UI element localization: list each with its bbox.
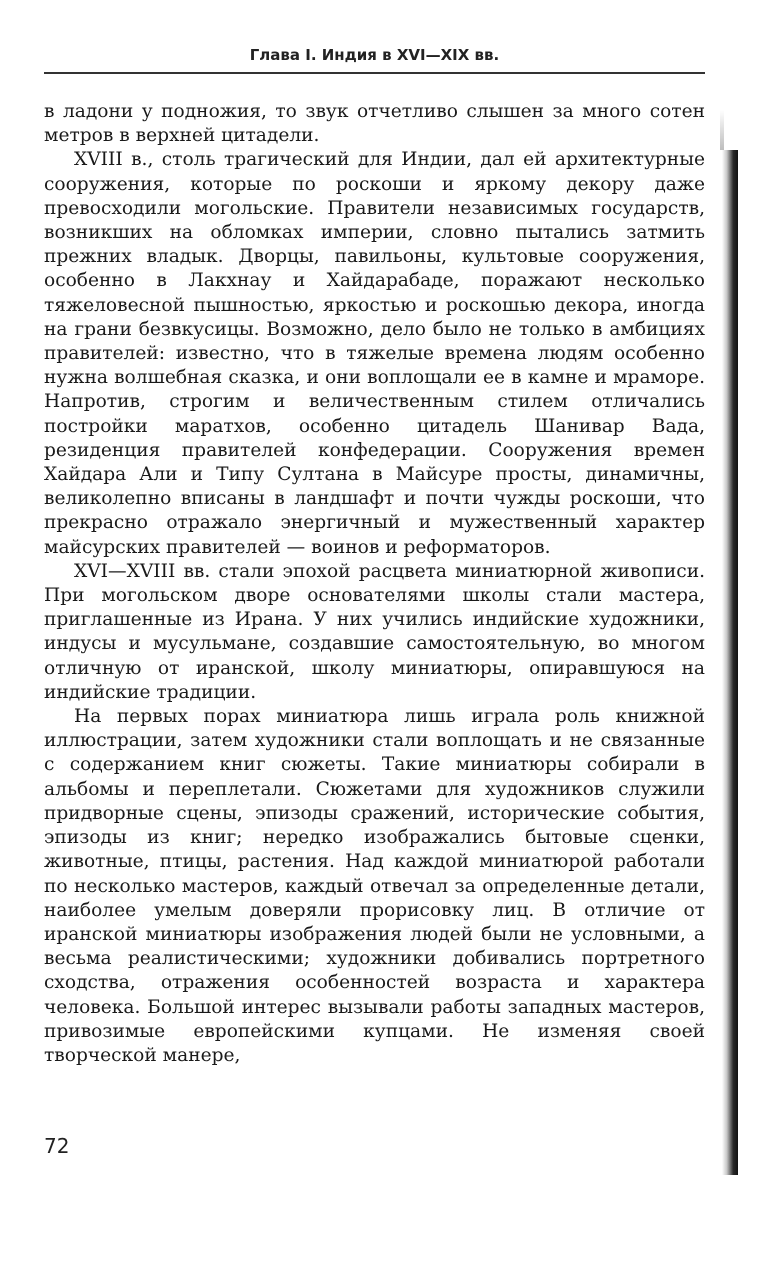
paragraph: XVI—XVIII вв. стали эпохой расцвета миниатюрной живописи. При могольском дворе основателями школы стали мастера, приглашенные из Ирана. У них учились индийские художники, индусы и мусульмане, создавшие самостоятельную, во многом отличную от иранской, школу миниатюры, опиравшуюся на индийские традиции. — [44, 560, 705, 703]
page-number: 72 — [44, 1134, 70, 1158]
page-edge-shadow-top — [720, 110, 724, 150]
paragraph: XVIII в., столь трагический для Индии, дал ей архитектурные сооружения, которые по роскоши и яркому декору даже превосходили могольские. Правители независимых государств, возникших на обломках империи, словно пытались затмить прежних владык. Дворцы, павильоны, культовые сооружения, особенно в Лакхнау и Хайдарабаде, поражают несколько тяжеловесной пышностью, яркостью и роскошью декора, иногда на грани безвкусицы. Возможно, дело было не только в амбициях правителей: известно, что в тяжелые времена людям особенно нужна волшебная сказка, и они воплощали ее в камне и мраморе. Напротив, строгим и величественным стилем отличались постройки маратхов, особенно цитадель Шанивар Вада, резиденция правителей конфедерации. Сооружения времен Хайдара Али и Типу Султана в Майсуре просты, динамичны, великолепно вписаны в ландшафт и почти чужды роскоши, что прекрасно отражало энергичный и мужественный характер майсурских правителей — воинов и реформаторов. — [44, 149, 705, 558]
paragraph: На первых порах миниатюра лишь играла роль книжной иллюстрации, затем художники стали воплощать и не связанные с содержанием книг сюжеты. Такие миниатюры собирали в альбомы и переплетали. Сюжетами для художников служили придворные сцены, эпизоды сражений, исторические события, эпизоды из книг; нередко изображались бытовые сценки, животные, птицы, растения. Над каждой миниатюрой работали по несколько мастеров, каждый отвечал за определенные детали, наиболее умелым доверяли прорисовку лиц. В отличие от иранской миниатюры изображения людей были не условными, а весьма реалистическими; художники добивались портретного сходства, отражения особенностей возраста и характера человека. Большой интерес вызывали работы западных мастеров, привозимые европейскими купцами. Не изменяя своей творческой манере, — [44, 706, 705, 1066]
body-text — [44, 100, 705, 1068]
paragraph-continued: в ладони у подножия, то звук отчетливо слышен за много сотен метров в верхней цитадели. — [44, 101, 705, 147]
running-head: Глава I. Индия в XVI—XIX вв. — [249, 46, 500, 64]
page-edge-shadow — [722, 150, 738, 1175]
header-rule — [44, 72, 705, 74]
